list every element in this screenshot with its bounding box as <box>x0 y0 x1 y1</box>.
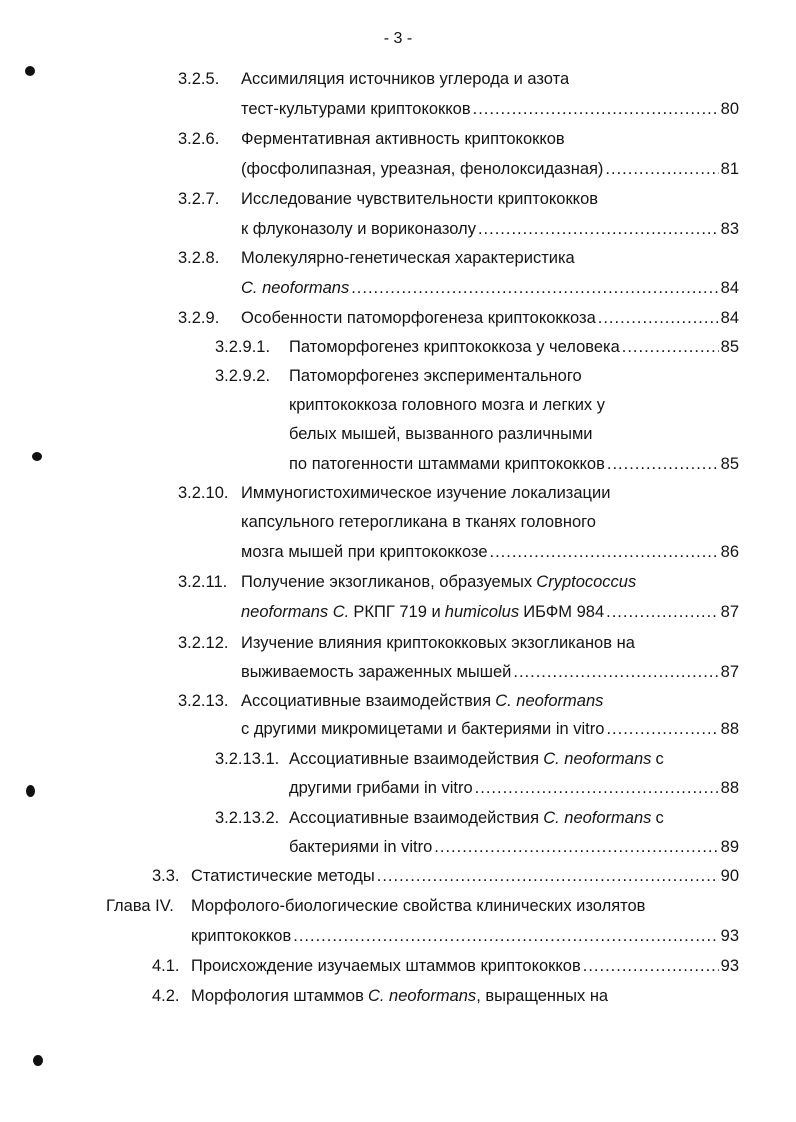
section-title <box>241 689 603 713</box>
section-title <box>289 776 739 800</box>
title-italic-part: C. neoformans <box>543 809 652 827</box>
title-part: белых мышей, вызванного различными <box>289 425 593 443</box>
title-part: к флуконазолу и вориконазолу <box>241 220 476 238</box>
title-part: Ассоциативные взаимодействия <box>289 809 540 827</box>
section-number: 4.1. <box>152 957 180 975</box>
section-title <box>241 631 635 655</box>
section-number: 3.2.9.1. <box>215 338 271 356</box>
section-title <box>191 954 739 978</box>
section-number: 3.2.8. <box>178 249 220 267</box>
title-italic-part: humicolus <box>444 603 520 621</box>
leader-dots <box>583 954 719 978</box>
title-part: Ассоциативные взаимодействия <box>241 692 492 710</box>
title-part: Патоморфогенез криптококкоза у человека <box>289 338 620 356</box>
section-number: 3.2.11. <box>178 573 228 591</box>
section-title <box>289 747 664 771</box>
section-title <box>241 217 739 241</box>
leader-dots <box>605 157 718 181</box>
title-part: (фосфолипазная, уреазная, фенолоксидазная) <box>241 160 604 178</box>
toc-line <box>178 157 739 181</box>
toc-line <box>178 217 739 241</box>
leader-dots <box>351 276 718 300</box>
leader-dots <box>293 924 718 948</box>
title-part: выживаемость зараженных мышей <box>241 663 512 681</box>
leader-dots <box>475 776 719 800</box>
leader-dots <box>598 306 719 330</box>
toc-line <box>215 776 739 800</box>
page-ref: 86 <box>720 543 739 561</box>
page-ref: 93 <box>720 927 739 945</box>
title-part: по патогенности штаммами криптококков <box>289 455 605 473</box>
toc-line <box>178 97 739 121</box>
title-part: другими грибами in vitro <box>289 779 473 797</box>
leader-dots <box>607 452 719 476</box>
toc-line <box>215 747 739 771</box>
section-title <box>241 306 739 330</box>
section-title <box>241 540 739 564</box>
toc-line <box>215 422 739 446</box>
section-title <box>241 127 565 151</box>
page-ref: 84 <box>720 279 739 297</box>
section-title <box>241 157 739 181</box>
toc-line <box>178 510 739 534</box>
toc-line <box>215 452 739 476</box>
section-title <box>289 364 582 388</box>
scan-speck <box>32 452 42 461</box>
page-ref: 90 <box>720 867 739 885</box>
page-ref: 85 <box>720 338 739 356</box>
page-ref: 85 <box>720 455 739 473</box>
toc-line <box>178 660 739 684</box>
leader-dots <box>622 335 719 359</box>
leader-dots <box>513 660 718 684</box>
section-number: 3.2.10. <box>178 484 229 502</box>
toc-line <box>178 67 739 91</box>
page-ref: 84 <box>720 309 739 327</box>
toc-line <box>106 894 739 918</box>
section-title <box>241 481 610 505</box>
title-part: Молекулярно-генетическая характеристика <box>241 249 575 267</box>
leader-dots <box>377 864 719 888</box>
page-ref: 89 <box>720 838 739 856</box>
leader-dots <box>478 217 719 241</box>
toc-line <box>178 306 739 330</box>
section-title <box>289 835 739 859</box>
toc-line <box>106 924 739 948</box>
title-italic-part: C. neoformans <box>495 692 604 710</box>
section-title <box>289 806 664 830</box>
leader-dots <box>606 600 719 624</box>
title-part: ИБФМ 984 <box>523 603 605 621</box>
section-title <box>241 97 739 121</box>
scan-speck <box>26 785 35 797</box>
toc-line <box>152 954 739 978</box>
title-part: криптококкоза головного мозга и легких у <box>289 396 606 414</box>
scan-speck <box>25 66 35 76</box>
toc-line <box>215 806 739 830</box>
page-number: - 3 - <box>383 30 413 47</box>
section-number: 3.2.9.2. <box>215 367 271 385</box>
title-part: Ферментативная активность криптококков <box>241 130 565 148</box>
title-part: криптококков <box>191 927 292 945</box>
section-number: Глава IV. <box>106 897 174 915</box>
title-part: с другими микромицетами и бактериями in vitro <box>241 720 605 738</box>
toc-line <box>178 689 739 713</box>
section-number: 3.2.6. <box>178 130 220 148</box>
section-title <box>289 422 593 446</box>
toc-line <box>178 276 739 300</box>
page-ref: 88 <box>720 720 739 738</box>
section-title <box>241 600 739 624</box>
title-part: , выращенных на <box>476 987 609 1005</box>
page-ref: 87 <box>720 663 739 681</box>
page-ref: 93 <box>720 957 739 975</box>
page-ref: 87 <box>720 603 739 621</box>
toc-line <box>152 984 739 1008</box>
title-part: Особенности патоморфогенеза криптококкоза <box>241 309 596 327</box>
toc-line <box>178 187 739 211</box>
title-part: Ассимиляция источников углерода и азота <box>241 70 570 88</box>
toc-line <box>215 393 739 417</box>
page-ref: 81 <box>720 160 739 178</box>
section-title <box>241 510 596 534</box>
title-part: Морфолого-биологические свойства клинических изолятов <box>191 897 646 915</box>
title-part: Патоморфогенез экспериментального <box>289 367 582 385</box>
section-title <box>289 452 739 476</box>
toc-line <box>178 570 739 594</box>
section-title <box>241 276 739 300</box>
section-title <box>241 570 636 594</box>
section-title <box>289 335 739 359</box>
title-part: Морфология штаммов <box>191 987 364 1005</box>
title-italic-part: C. neoformans <box>241 279 350 297</box>
leader-dots <box>473 97 719 121</box>
title-italic-part: C. neoformans <box>543 750 652 768</box>
section-title <box>241 67 569 91</box>
toc-line <box>178 717 739 741</box>
section-title <box>191 924 739 948</box>
title-part: с <box>655 750 664 768</box>
section-number: 3.2.12. <box>178 634 229 652</box>
toc-line <box>215 835 739 859</box>
section-number: 3.2.13.1. <box>215 750 280 768</box>
section-title <box>241 187 598 211</box>
toc-line <box>178 600 739 624</box>
section-title <box>241 246 575 270</box>
section-title <box>191 894 645 918</box>
title-part: бактериями in vitro <box>289 838 433 856</box>
title-italic-part: Cryptococcus <box>536 573 637 591</box>
section-number: 3.2.9. <box>178 309 220 327</box>
section-title <box>191 864 739 888</box>
page-ref: 83 <box>720 220 739 238</box>
scan-speck <box>33 1055 43 1066</box>
toc-line <box>215 335 739 359</box>
section-title <box>241 717 739 741</box>
toc-line <box>215 364 739 388</box>
section-number: 3.2.5. <box>178 70 220 88</box>
toc-line <box>178 127 739 151</box>
section-number: 3.2.13.2. <box>215 809 280 827</box>
section-number: 4.2. <box>152 987 180 1005</box>
title-part: с <box>655 809 664 827</box>
section-title <box>241 660 739 684</box>
title-part: Статистические методы <box>191 867 375 885</box>
title-italic-part: C. neoformans <box>367 987 477 1005</box>
page-ref: 80 <box>720 100 739 118</box>
toc-line <box>178 631 739 655</box>
toc-line <box>178 246 739 270</box>
title-part: Ассоциативные взаимодействия <box>289 750 540 768</box>
toc-line <box>152 864 739 888</box>
title-part: Исследование чувствительности криптококков <box>241 190 599 208</box>
title-part: Иммуногистохимическое изучение локализации <box>241 484 611 502</box>
title-italic-part: neoformans C. <box>241 603 350 621</box>
section-number: 3.3. <box>152 867 180 885</box>
leader-dots <box>434 835 718 859</box>
section-title <box>289 393 605 417</box>
toc-line <box>178 540 739 564</box>
title-part: РКПГ 719 и <box>353 603 441 621</box>
title-part: капсульного гетерогликана в тканях головного <box>241 513 596 531</box>
page-ref: 88 <box>720 779 739 797</box>
title-part: Происхождение изучаемых штаммов криптококков <box>191 957 581 975</box>
section-title <box>191 984 608 1008</box>
leader-dots <box>606 717 718 741</box>
leader-dots <box>490 540 719 564</box>
title-part: мозга мышей при криптококкозе <box>241 543 488 561</box>
section-number: 3.2.13. <box>178 692 229 710</box>
toc-line <box>178 481 739 505</box>
title-part: Изучение влияния криптококковых экзогликанов на <box>241 634 635 652</box>
title-part: тест-культурами криптококков <box>241 100 471 118</box>
section-number: 3.2.7. <box>178 190 220 208</box>
title-part: Получение экзогликанов, образуемых <box>241 573 533 591</box>
